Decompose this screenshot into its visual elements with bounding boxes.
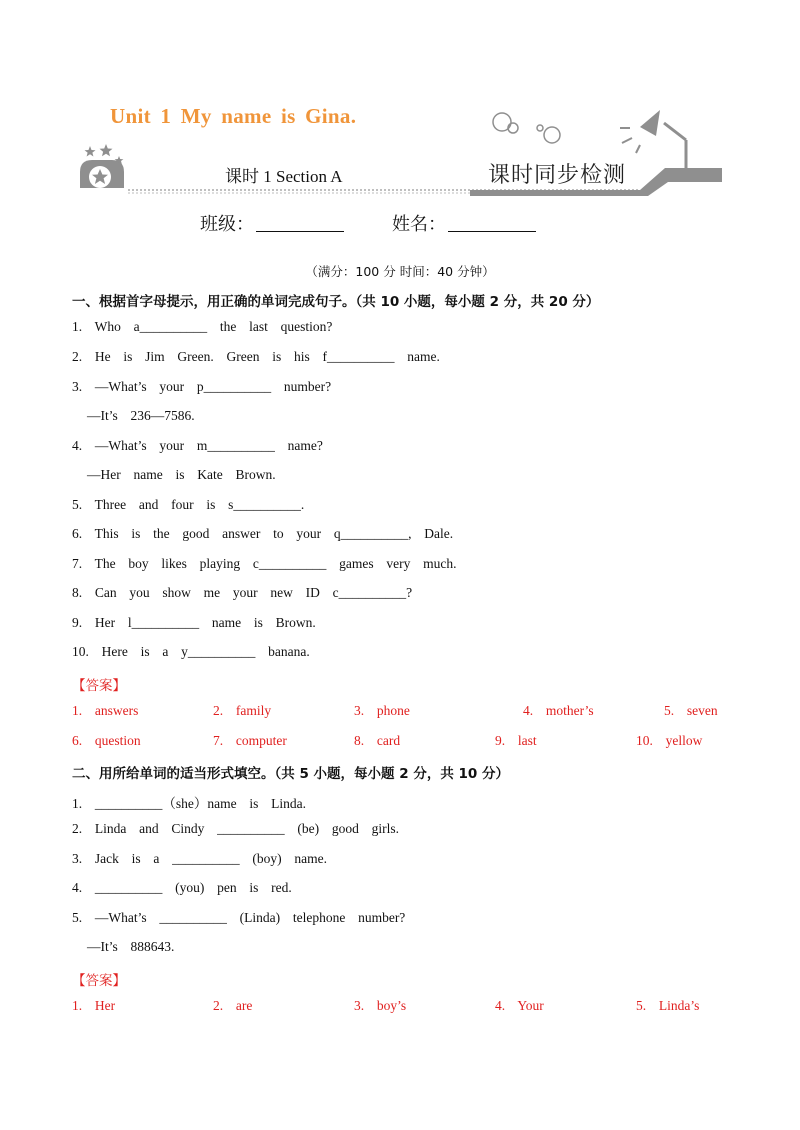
question-line: 4. __________ (you) pen is red.	[72, 880, 292, 895]
answer-item: 2. family	[213, 703, 272, 718]
answer-item: 1. answers	[72, 703, 139, 718]
bubbles-icon	[493, 113, 560, 143]
answer-item: 1. Her	[72, 998, 116, 1013]
name-label: 姓名：	[392, 214, 446, 235]
answer-item: 3. boy’s	[354, 998, 407, 1013]
class-label: 班级：	[200, 214, 254, 235]
answer-item: 5. seven	[664, 703, 718, 718]
lesson-label: 课时 1 Section A	[225, 167, 343, 186]
header-banner	[0, 0, 800, 200]
answer-item: 8. card	[354, 733, 401, 748]
question-line: 3. —What’s your p__________ number?	[72, 379, 332, 394]
question-line: 4. —What’s your m__________ name?	[72, 438, 323, 453]
answer-item: 5. Linda’s	[636, 998, 700, 1013]
star-badge-icon	[80, 144, 124, 188]
answer-item: 2. are	[213, 998, 253, 1013]
answer-item: 3. phone	[354, 703, 410, 718]
question-line: 1. Who a__________ the last question?	[72, 319, 333, 334]
question-line: 5. —What’s __________ (Linda) telephone number?	[72, 910, 406, 925]
brand-label: 课时同步检测	[488, 163, 627, 188]
question-line: —It’s 888643.	[87, 939, 175, 954]
question-line: —Her name is Kate Brown.	[87, 467, 276, 482]
answer-item: 4. Your	[495, 998, 544, 1013]
question-line: 7. The boy likes playing c__________ games very much.	[72, 556, 457, 571]
name-blank	[448, 215, 536, 232]
answer-item: 4. mother’s	[523, 703, 594, 718]
answer-item: 9. last	[495, 733, 537, 748]
question-line: 6. This is the good answer to your q__________, Dale.	[72, 526, 454, 541]
name-field	[392, 210, 536, 236]
desk-lamp-icon	[620, 110, 686, 168]
question-line: 2. He is Jim Green. Green is his f__________ name.	[72, 349, 440, 364]
unit-title: Unit 1 My name is Gina.	[110, 104, 357, 128]
question-line: —It’s 236—7586.	[87, 408, 195, 423]
answer-item: 6. question	[72, 733, 141, 748]
question-line: 2. Linda and Cindy __________ (be) good girls.	[72, 821, 399, 836]
question-line: 8. Can you show me your new ID c__________?	[72, 585, 413, 600]
question-line: 1. __________（she）name is Linda.	[72, 796, 306, 811]
question-line: 5. Three and four is s__________.	[72, 497, 305, 512]
answer-item: 7. computer	[213, 733, 287, 748]
section1-heading: 一、根据首字母提示，用正确的单词完成句子。（共 10 小题，每小题 2 分，共 20 分）	[72, 294, 600, 310]
class-blank	[256, 215, 344, 232]
section2-heading: 二、用所给单词的适当形式填空。（共 5 小题，每小题 2 分，共 10 分）	[72, 766, 510, 782]
answer-label: 【答案】	[72, 678, 126, 694]
banner-graphic	[0, 0, 800, 200]
score-time-info: （满分：100 分 时间：40 分钟）	[305, 264, 495, 279]
answer-item: 10. yellow	[636, 733, 703, 748]
question-line: 9. Her l__________ name is Brown.	[72, 615, 316, 630]
class-field	[200, 210, 344, 236]
question-line: 10. Here is a y__________ banana.	[72, 644, 310, 659]
answer-label: 【答案】	[72, 973, 126, 989]
question-line: 3. Jack is a __________ (boy) name.	[72, 851, 327, 866]
